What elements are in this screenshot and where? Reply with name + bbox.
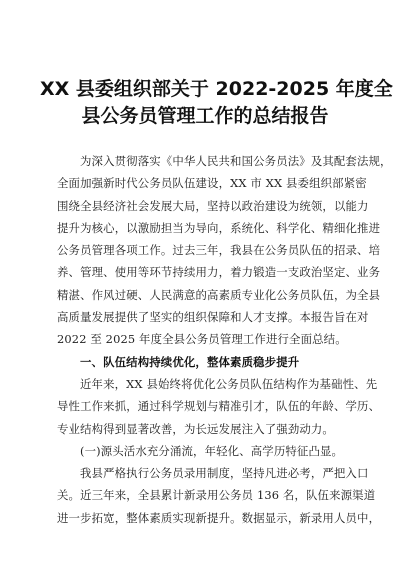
document-body xyxy=(57,150,392,529)
paragraph-line: 高质量发展提供了坚实的组织保障和人才支撑。本报告旨在对 xyxy=(57,310,369,325)
paragraph-line: 公务员管理各项工作。过去三年，我县在公务员队伍的招录、培 xyxy=(57,243,381,258)
paragraph-line: 全面加强新时代公务员队伍建设，XX 市 XX 县委组织部紧密 xyxy=(57,176,367,191)
paragraph-line: 专业结构得到显著改善，为长远发展注入了强劲动力。 xyxy=(57,421,334,436)
paragraph-line: 导性工作来抓，通过科学规划与精准引才，队伍的年龄、学历、 xyxy=(57,399,381,414)
paragraph-line: 提升为核心，以激励担当为导向，系统化、科学化、精细化推进 xyxy=(57,220,381,235)
paragraph-line: 我县严格执行公务员录用制度，坚持凡进必考，严把入口 xyxy=(80,466,369,481)
section-heading: 一、队伍结构持续优化，整体素质稳步提升 xyxy=(80,354,300,369)
paragraph-line: 2022 至 2025 年度全县公务员管理工作进行全面总结。 xyxy=(57,332,347,347)
subsection-paragraph xyxy=(57,462,381,529)
title-line: XX 县委组织部关于 2022-2025 年度全 xyxy=(40,78,393,100)
paragraph-line: 养、管理、使用等环节持续用力，着力锻造一支政治坚定、业务 xyxy=(57,265,381,280)
subsection-heading: (一)源头活水充分涌流，年轻化、高学历特征凸显。 xyxy=(80,443,344,458)
intro-paragraph xyxy=(57,150,392,351)
document-title xyxy=(40,76,393,130)
paragraph-line: 近年来，XX 县始终将优化公务员队伍结构作为基础性、先 xyxy=(80,376,378,391)
paragraph-line: 精湛、作风过硬、人民满意的高素质专业化公务员队伍，为全县 xyxy=(57,287,381,302)
title-line: 县公务员管理工作的总结报告 xyxy=(81,105,329,127)
paragraph-line: 关。近三年来，全县累计新录用公务员 136 名，队伍来源渠道 xyxy=(57,488,376,503)
paragraph-line: 为深入贯彻落实《中华人民共和国公务员法》及其配套法规， xyxy=(80,154,392,168)
section-paragraph xyxy=(57,373,381,440)
paragraph-line: 进一步拓宽，整体素质实现新提升。数据显示，新录用人员中， xyxy=(57,510,381,525)
paragraph-line: 围绕全县经济社会发展大局，坚持以政治建设为统领，以能力 xyxy=(57,198,369,213)
